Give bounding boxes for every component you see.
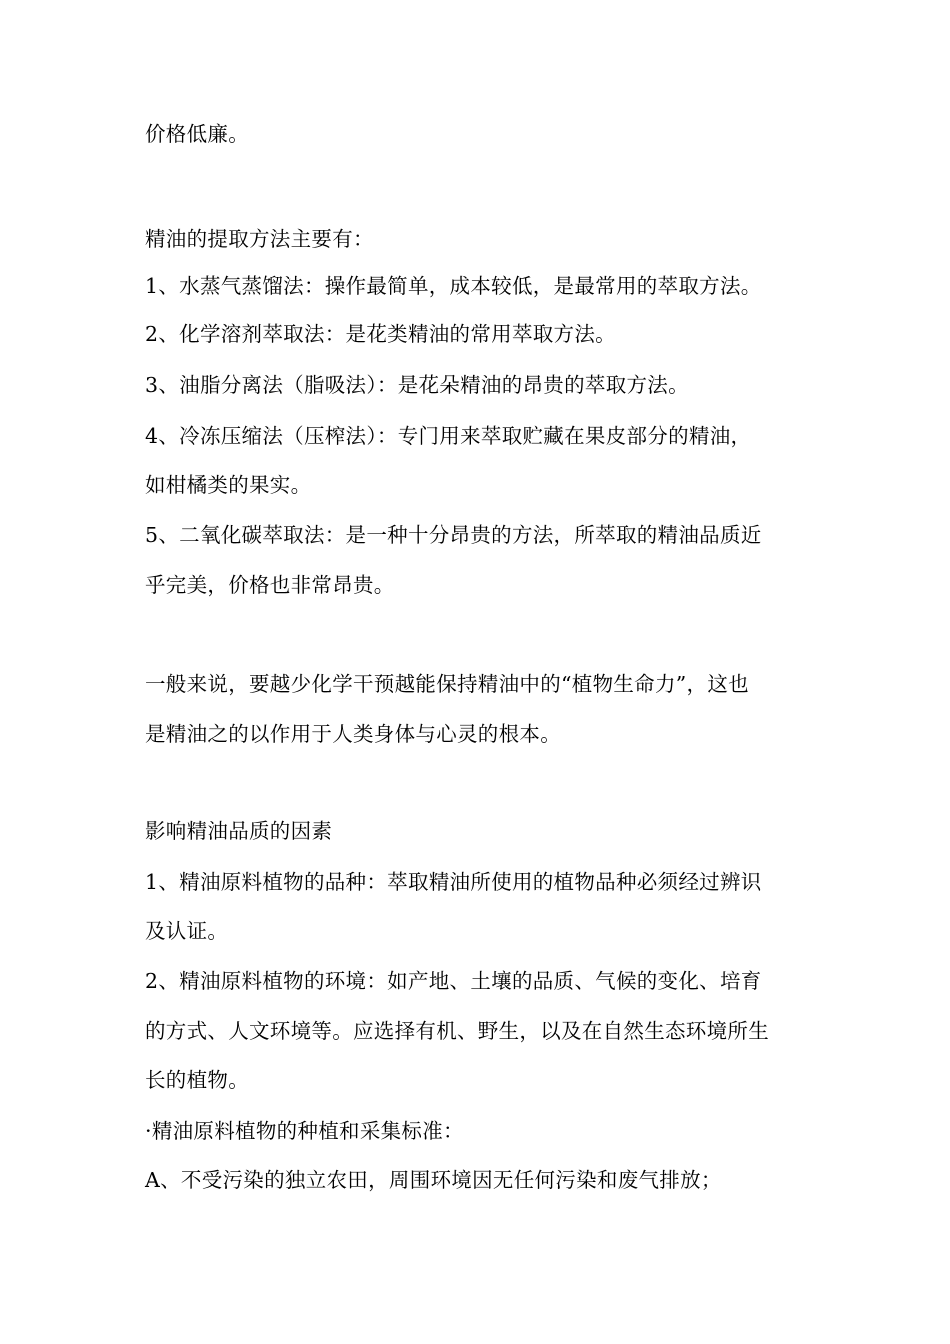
list-item-cold-press-line1: 4、冷冻压缩法（压榨法）：专门用来萃取贮藏在果皮部分的精油， <box>145 424 752 448</box>
list-item-co2-extraction-line2: 乎完美，价格也非常昂贵。 <box>145 573 395 597</box>
list-item-solvent-extraction: 2、化学溶剂萃取法：是花类精油的常用萃取方法。 <box>145 322 616 346</box>
list-item-steam-distillation: 1、水蒸气蒸馏法：操作最简单，成本较低，是最常用的萃取方法。 <box>145 274 762 298</box>
paragraph-summary-line1: 一般来说，要越少化学干预越能保持精油中的“植物生命力”，这也 <box>145 672 749 696</box>
list-item-environment-line2: 的方式、人文环境等。应选择有机、野生，以及在自然生态环境所生 <box>145 1019 769 1043</box>
list-item-cold-press-line2: 如柑橘类的果实。 <box>145 473 312 497</box>
list-item-environment-line1: 2、精油原料植物的环境：如产地、土壤的品质、气候的变化、培育 <box>145 969 762 993</box>
heading-extraction-methods: 精油的提取方法主要有： <box>145 227 374 251</box>
list-item-a-independent-farmland: A、不受污染的独立农田，周围环境因无任何污染和废气排放； <box>145 1168 722 1192</box>
paragraph-summary-line2: 是精油之的以作用于人类身体与心灵的根本。 <box>145 722 561 746</box>
heading-quality-factors: 影响精油品质的因素 <box>145 819 333 843</box>
paragraph-price-low-end: 价格低廉。 <box>145 122 249 146</box>
bullet-planting-standards: ·精油原料植物的种植和采集标准： <box>145 1119 464 1143</box>
list-item-co2-extraction-line1: 5、二氧化碳萃取法：是一种十分昂贵的方法，所萃取的精油品质近 <box>145 523 762 547</box>
list-item-enfleurage: 3、油脂分离法（脂吸法）：是花朵精油的昂贵的萃取方法。 <box>145 373 689 397</box>
list-item-species-line1: 1、精油原料植物的品种：萃取精油所使用的植物品种必须经过辨识 <box>145 870 762 894</box>
list-item-species-line2: 及认证。 <box>145 919 229 943</box>
list-item-environment-line3: 长的植物。 <box>145 1068 249 1092</box>
